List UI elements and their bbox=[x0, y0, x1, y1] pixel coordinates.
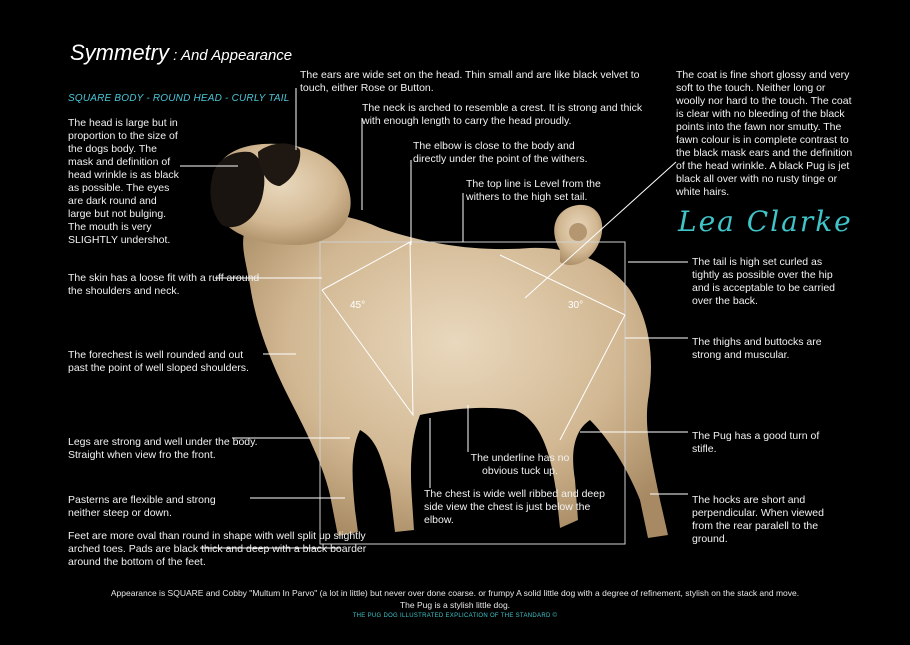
note-forechest: The forechest is well rounded and out past the point of well sloped shoulders. bbox=[68, 349, 249, 374]
footer-line-2: The Pug is a stylish little dog. bbox=[399, 600, 511, 610]
note-skin: The skin has a loose fit with a ruff around the shoulders and neck. bbox=[68, 272, 260, 297]
note-thighs: The thighs and buttocks are strong and muscular. bbox=[692, 336, 822, 361]
note-chest: The chest is wide well ribbed and deep side view the chest is just below the elbow. bbox=[424, 488, 605, 526]
signature: Lea Clarke bbox=[678, 205, 853, 238]
note-legs: Legs are strong and well under the body. Straight when view fro the front. bbox=[68, 436, 258, 461]
subtitle: SQUARE BODY - ROUND HEAD - CURLY TAIL bbox=[68, 93, 290, 104]
title-main: Symmetry bbox=[70, 40, 169, 65]
note-neck: The neck is arched to resemble a crest. It is strong and thick with enough length to carry the head proudly. bbox=[362, 102, 643, 127]
note-topline: The top line is Level from the withers to the high set tail. bbox=[466, 178, 601, 203]
front-angle-label: 45° bbox=[350, 300, 366, 311]
note-head: The head is large but in proportion to the size of the dogs body. The mask and definition of head wrinkle is as black as possible. The eyes are dark round and large but not bulging. The mouth is very SLIGHTLY undershot. bbox=[68, 117, 179, 246]
pug-tail-curl bbox=[569, 223, 587, 241]
rear-angle-label: 30° bbox=[568, 300, 584, 311]
title-sub: And Appearance bbox=[180, 47, 293, 64]
note-hocks: The hocks are short and perpendicular. When viewed from the rear paralell to the ground. bbox=[692, 494, 824, 545]
note-tail: The tail is high set curled as tightly as possible over the hip and is acceptable to be carried over the back. bbox=[692, 256, 836, 307]
note-coat: The coat is fine short glossy and very soft to the touch. Neither long or woolly nor hard to the touch. The coat is clear with no bleeding of the black points into the fawn nor smutty. The fawn colour is in complete contrast to the black mask ears and the definition of the head wrinkle. A black Pug is jet black all over with no rusty tinge or white hairs. bbox=[676, 69, 853, 198]
note-ears: The ears are wide set on the head. Thin small and are like black velvet to touch, either Rose or Button. bbox=[300, 69, 640, 94]
note-stifle: The Pug has a good turn of stifle. bbox=[692, 430, 820, 455]
note-underline: The underline has no obvious tuck up. bbox=[470, 452, 570, 477]
footer-copyright: THE PUG DOG ILLUSTRATED EXPLICATION OF THE STANDARD © bbox=[352, 613, 558, 619]
note-elbow: The elbow is close to the body and directly under the point of the withers. bbox=[413, 140, 588, 165]
note-feet: Feet are more oval than round in shape with well split up slightly arched toes. Pads are black thick and deep with a black boarder around the bottom of the feet. bbox=[68, 530, 367, 568]
footer-line-1: Appearance is SQUARE and Cobby "Multum In Parvo" (a lot in little) but never over done coarse. or frumpy A solid little dog with a degree of refinement, stylish on the stack and move. bbox=[110, 588, 800, 598]
page-title bbox=[70, 40, 292, 66]
note-pasterns: Pasterns are flexible and strong neither steep or down. bbox=[68, 494, 216, 519]
title-separator: : bbox=[169, 47, 181, 64]
